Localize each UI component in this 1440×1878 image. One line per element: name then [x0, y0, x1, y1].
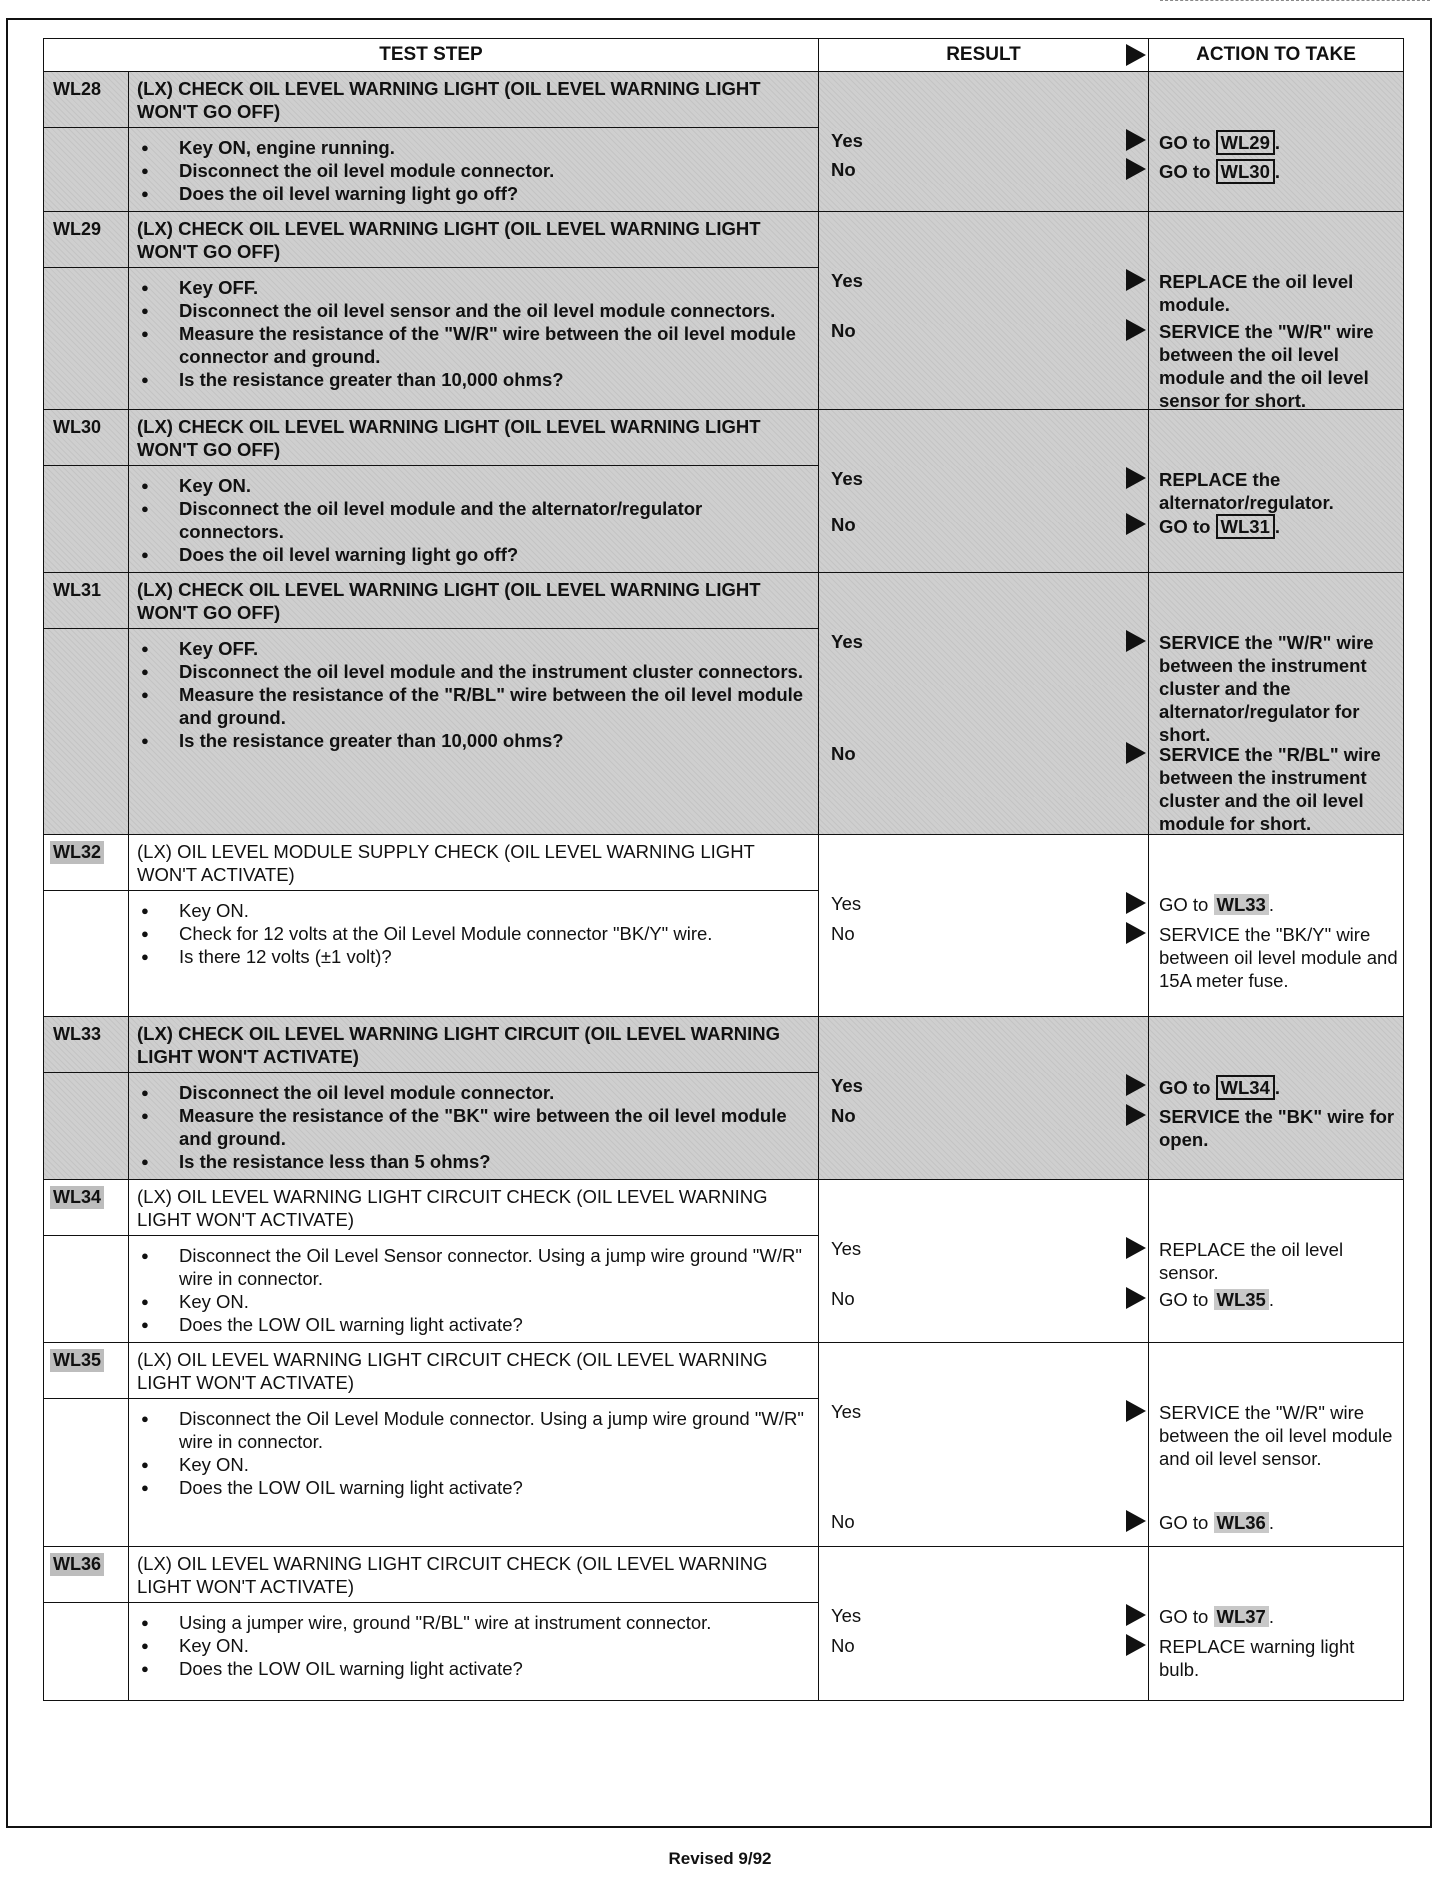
- test-step-title-row: [44, 1547, 1404, 1603]
- step-code-blank: [44, 1073, 129, 1180]
- result-yes: Yes: [831, 270, 863, 291]
- action-suffix: .: [1268, 1289, 1274, 1310]
- result-no: No: [831, 1635, 855, 1656]
- action-text: [1159, 130, 1399, 155]
- arrow-icon: [1126, 1604, 1146, 1626]
- action-text: [1159, 1288, 1399, 1311]
- instruction-item: ● Disconnect the oil level module and the alternator/regulator connectors.: [141, 497, 812, 543]
- arrow-icon: [1126, 1400, 1146, 1422]
- instruction-list: [129, 136, 818, 211]
- step-code-cell: [44, 72, 129, 128]
- step-code-cell: [44, 1017, 129, 1073]
- step-code-cell: [44, 835, 129, 891]
- action-suffix: .: [1274, 161, 1281, 182]
- test-step-title-row: [44, 573, 1404, 629]
- instruction-item: ● Disconnect the oil level module connector.: [141, 159, 812, 182]
- instruction-item: ● Disconnect the oil level module and the instrument cluster connectors.: [141, 660, 812, 683]
- step-instructions: [129, 268, 819, 410]
- action-prefix: GO to: [1159, 1289, 1214, 1310]
- instruction-list: [129, 1407, 818, 1505]
- action-text: [1159, 1511, 1399, 1534]
- arrow-icon: [1126, 513, 1146, 535]
- instruction-list: [129, 474, 818, 572]
- step-title: (LX) OIL LEVEL MODULE SUPPLY CHECK (OIL LEVEL WARNING LIGHT WON'T ACTIVATE): [129, 835, 819, 891]
- instruction-item: ● Key OFF.: [141, 276, 812, 299]
- step-title: (LX) OIL LEVEL WARNING LIGHT CIRCUIT CHECK (OIL LEVEL WARNING LIGHT WON'T ACTIVATE): [129, 1343, 819, 1399]
- action-cell: [1149, 1017, 1404, 1180]
- instruction-item: ● Key OFF.: [141, 637, 812, 660]
- step-instructions: [129, 1073, 819, 1180]
- arrow-icon: [1126, 158, 1146, 180]
- result-no: No: [831, 320, 856, 341]
- step-reference-link[interactable]: WL31: [1216, 514, 1275, 539]
- action-cell: [1149, 573, 1404, 835]
- step-code-blank: [44, 891, 129, 1017]
- instruction-item: ● Check for 12 volts at the Oil Level Module connector "BK/Y" wire.: [141, 922, 812, 945]
- result-no: No: [831, 514, 856, 535]
- step-code-blank: [44, 1399, 129, 1547]
- result-yes: Yes: [831, 1238, 862, 1259]
- action-prefix: GO to: [1159, 1077, 1216, 1098]
- header-action: ACTION TO TAKE: [1149, 39, 1404, 72]
- step-code: WL34: [50, 1186, 104, 1209]
- result-cell: [819, 72, 1149, 212]
- result-no: No: [831, 159, 856, 180]
- instruction-list: [129, 1611, 818, 1686]
- arrow-icon: [1126, 467, 1146, 489]
- step-instructions: [129, 1603, 819, 1701]
- step-code: WL29: [53, 219, 102, 239]
- test-step-title-row: [44, 835, 1404, 891]
- arrow-icon: [1126, 630, 1146, 652]
- result-yes: Yes: [831, 1075, 863, 1096]
- action-prefix: GO to: [1159, 1512, 1214, 1533]
- step-code-cell: [44, 1547, 129, 1603]
- instruction-item: ● Key ON, engine running.: [141, 136, 812, 159]
- arrow-icon: [1126, 319, 1146, 341]
- step-instructions: [129, 1236, 819, 1343]
- result-yes: Yes: [831, 468, 863, 489]
- step-reference-link[interactable]: WL35: [1214, 1289, 1269, 1310]
- action-cell: [1149, 72, 1404, 212]
- step-title: (LX) CHECK OIL LEVEL WARNING LIGHT (OIL LEVEL WARNING LIGHT WON'T GO OFF): [129, 212, 819, 268]
- instruction-item: ● Does the oil level warning light go off?: [141, 182, 812, 205]
- step-instructions: [129, 891, 819, 1017]
- arrow-icon: [1126, 44, 1146, 66]
- step-reference-link[interactable]: WL30: [1216, 159, 1275, 184]
- instruction-item: ● Does the LOW OIL warning light activate?: [141, 1657, 812, 1680]
- arrow-icon: [1126, 1510, 1146, 1532]
- instruction-list: [129, 899, 818, 974]
- action-text: REPLACE the oil level module.: [1159, 271, 1354, 315]
- action-suffix: .: [1268, 1606, 1274, 1627]
- instruction-item: ● Does the oil level warning light go off?: [141, 543, 812, 566]
- step-code-cell: [44, 212, 129, 268]
- result-no: No: [831, 1105, 856, 1126]
- action-text: SERVICE the "R/BL" wire between the instrument cluster and the oil level module for short.: [1159, 744, 1381, 834]
- action-cell: [1149, 1343, 1404, 1547]
- step-title: (LX) CHECK OIL LEVEL WARNING LIGHT (OIL LEVEL WARNING LIGHT WON'T GO OFF): [129, 410, 819, 466]
- arrow-icon: [1126, 129, 1146, 151]
- action-prefix: GO to: [1159, 1606, 1214, 1627]
- result-cell: [819, 1017, 1149, 1180]
- step-code: WL32: [50, 841, 104, 864]
- result-cell: [819, 410, 1149, 573]
- result-no: No: [831, 743, 856, 764]
- action-cell: [1149, 1547, 1404, 1701]
- instruction-item: ● Does the LOW OIL warning light activate?: [141, 1313, 812, 1336]
- step-instructions: [129, 466, 819, 573]
- step-code: WL30: [53, 417, 102, 437]
- step-code-cell: [44, 1343, 129, 1399]
- table-header-row: [44, 39, 1404, 72]
- action-prefix: GO to: [1159, 132, 1216, 153]
- instruction-item: ● Is there 12 volts (±1 volt)?: [141, 945, 812, 968]
- result-yes: Yes: [831, 631, 863, 652]
- result-cell: [819, 1343, 1149, 1547]
- test-step-title-row: [44, 212, 1404, 268]
- step-code-blank: [44, 268, 129, 410]
- result-cell: [819, 573, 1149, 835]
- step-reference-link[interactable]: WL33: [1214, 894, 1269, 915]
- step-code: WL33: [53, 1024, 102, 1044]
- step-code: WL31: [53, 580, 102, 600]
- step-code-blank: [44, 128, 129, 212]
- instruction-item: ● Disconnect the oil level module connector.: [141, 1081, 812, 1104]
- top-edge-line: [1160, 0, 1430, 5]
- action-text: SERVICE the "W/R" wire between the instrument cluster and the alternator/regulator for short.: [1159, 632, 1374, 745]
- instruction-list: [129, 276, 818, 397]
- step-code-cell: [44, 410, 129, 466]
- revision-footer: Revised 9/92: [668, 1849, 772, 1868]
- result-yes: Yes: [831, 130, 863, 151]
- result-no: No: [831, 1288, 855, 1309]
- instruction-item: ● Disconnect the Oil Level Sensor connector. Using a jump wire ground "W/R" wire in connector.: [141, 1244, 812, 1290]
- step-code-cell: [44, 1180, 129, 1236]
- instruction-item: ● Measure the resistance of the "BK" wire between the oil level module and ground.: [141, 1104, 812, 1150]
- action-prefix: GO to: [1159, 161, 1216, 182]
- instruction-item: ● Using a jumper wire, ground "R/BL" wire at instrument connector.: [141, 1611, 812, 1634]
- header-test-step: TEST STEP: [44, 39, 819, 72]
- action-prefix: GO to: [1159, 894, 1214, 915]
- action-cell: [1149, 410, 1404, 573]
- step-reference-link[interactable]: WL37: [1214, 1606, 1269, 1627]
- step-title: (LX) OIL LEVEL WARNING LIGHT CIRCUIT CHECK (OIL LEVEL WARNING LIGHT WON'T ACTIVATE): [129, 1547, 819, 1603]
- arrow-icon: [1126, 892, 1146, 914]
- test-step-title-row: [44, 410, 1404, 466]
- instruction-item: ● Disconnect the oil level sensor and the oil level module connectors.: [141, 299, 812, 322]
- step-code-blank: [44, 1603, 129, 1701]
- arrow-icon: [1126, 1237, 1146, 1259]
- step-instructions: [129, 629, 819, 835]
- arrow-icon: [1126, 742, 1146, 764]
- action-text: [1159, 893, 1399, 916]
- test-step-title-row: [44, 1180, 1404, 1236]
- arrow-icon: [1126, 1104, 1146, 1126]
- action-text: REPLACE warning light bulb.: [1159, 1636, 1355, 1680]
- step-code-blank: [44, 466, 129, 573]
- arrow-icon: [1126, 269, 1146, 291]
- instruction-item: ● Does the LOW OIL warning light activate?: [141, 1476, 812, 1499]
- instruction-list: [129, 1081, 818, 1179]
- diagnostic-table: [43, 38, 1404, 1701]
- action-suffix: .: [1268, 894, 1274, 915]
- instruction-item: ● Key ON.: [141, 1290, 812, 1313]
- action-text: SERVICE the "BK/Y" wire between oil level module and 15A meter fuse.: [1159, 924, 1398, 991]
- result-cell: [819, 1180, 1149, 1343]
- step-code: WL36: [50, 1553, 104, 1576]
- test-step-title-row: [44, 72, 1404, 128]
- action-text: REPLACE the alternator/regulator.: [1159, 469, 1334, 513]
- arrow-icon: [1126, 1634, 1146, 1656]
- result-no: No: [831, 923, 855, 944]
- step-title: (LX) OIL LEVEL WARNING LIGHT CIRCUIT CHECK (OIL LEVEL WARNING LIGHT WON'T ACTIVATE): [129, 1180, 819, 1236]
- step-instructions: [129, 128, 819, 212]
- arrow-icon: [1126, 922, 1146, 944]
- instruction-list: [129, 1244, 818, 1342]
- step-code: WL35: [50, 1349, 104, 1372]
- action-text: SERVICE the "W/R" wire between the oil level module and the oil level sensor for short.: [1159, 321, 1374, 411]
- step-reference-link[interactable]: WL36: [1214, 1512, 1269, 1533]
- step-title: (LX) CHECK OIL LEVEL WARNING LIGHT (OIL LEVEL WARNING LIGHT WON'T GO OFF): [129, 573, 819, 629]
- step-code-cell: [44, 573, 129, 629]
- instruction-item: ● Key ON.: [141, 1634, 812, 1657]
- action-text: SERVICE the "W/R" wire between the oil level module and oil level sensor.: [1159, 1402, 1393, 1469]
- action-suffix: .: [1274, 1077, 1281, 1098]
- result-yes: Yes: [831, 893, 862, 914]
- arrow-icon: [1126, 1074, 1146, 1096]
- step-code-blank: [44, 1236, 129, 1343]
- test-step-title-row: [44, 1017, 1404, 1073]
- step-title: (LX) CHECK OIL LEVEL WARNING LIGHT CIRCUIT (OIL LEVEL WARNING LIGHT WON'T ACTIVATE): [129, 1017, 819, 1073]
- action-suffix: .: [1274, 516, 1281, 537]
- instruction-item: ● Is the resistance less than 5 ohms?: [141, 1150, 812, 1173]
- action-cell: [1149, 835, 1404, 1017]
- instruction-item: ● Key ON.: [141, 474, 812, 497]
- instruction-item: ● Key ON.: [141, 899, 812, 922]
- instruction-item: ● Is the resistance greater than 10,000 ohms?: [141, 368, 812, 391]
- action-cell: [1149, 212, 1404, 410]
- instruction-item: ● Disconnect the Oil Level Module connector. Using a jump wire ground "W/R" wire in connector.: [141, 1407, 812, 1453]
- header-result: [819, 39, 1149, 72]
- result-cell: [819, 835, 1149, 1017]
- instruction-item: ● Is the resistance greater than 10,000 ohms?: [141, 729, 812, 752]
- step-code-blank: [44, 629, 129, 835]
- action-suffix: .: [1268, 1512, 1274, 1533]
- step-instructions: [129, 1399, 819, 1547]
- instruction-item: ● Measure the resistance of the "R/BL" wire between the oil level module and ground.: [141, 683, 812, 729]
- action-prefix: GO to: [1159, 516, 1216, 537]
- table-body: [44, 72, 1404, 1701]
- result-yes: Yes: [831, 1401, 862, 1422]
- action-text: [1159, 1075, 1399, 1100]
- action-cell: [1149, 1180, 1404, 1343]
- step-title: (LX) CHECK OIL LEVEL WARNING LIGHT (OIL LEVEL WARNING LIGHT WON'T GO OFF): [129, 72, 819, 128]
- instruction-item: ● Key ON.: [141, 1453, 812, 1476]
- result-cell: [819, 212, 1149, 410]
- action-text: [1159, 159, 1399, 184]
- action-suffix: .: [1274, 132, 1281, 153]
- action-text: [1159, 1605, 1399, 1628]
- step-code: WL28: [53, 79, 102, 99]
- instruction-item: ● Measure the resistance of the "W/R" wire between the oil level module connector and ground.: [141, 322, 812, 368]
- action-text: REPLACE the oil level sensor.: [1159, 1239, 1344, 1283]
- step-reference-link[interactable]: WL34: [1216, 1075, 1275, 1100]
- result-cell: [819, 1547, 1149, 1701]
- action-text: SERVICE the "BK" wire for open.: [1159, 1106, 1395, 1150]
- result-yes: Yes: [831, 1605, 862, 1626]
- test-step-title-row: [44, 1343, 1404, 1399]
- action-text: [1159, 514, 1399, 539]
- header-result-label: RESULT: [946, 44, 1021, 65]
- step-reference-link[interactable]: WL29: [1216, 130, 1275, 155]
- instruction-list: [129, 637, 818, 758]
- result-no: No: [831, 1511, 855, 1532]
- arrow-icon: [1126, 1287, 1146, 1309]
